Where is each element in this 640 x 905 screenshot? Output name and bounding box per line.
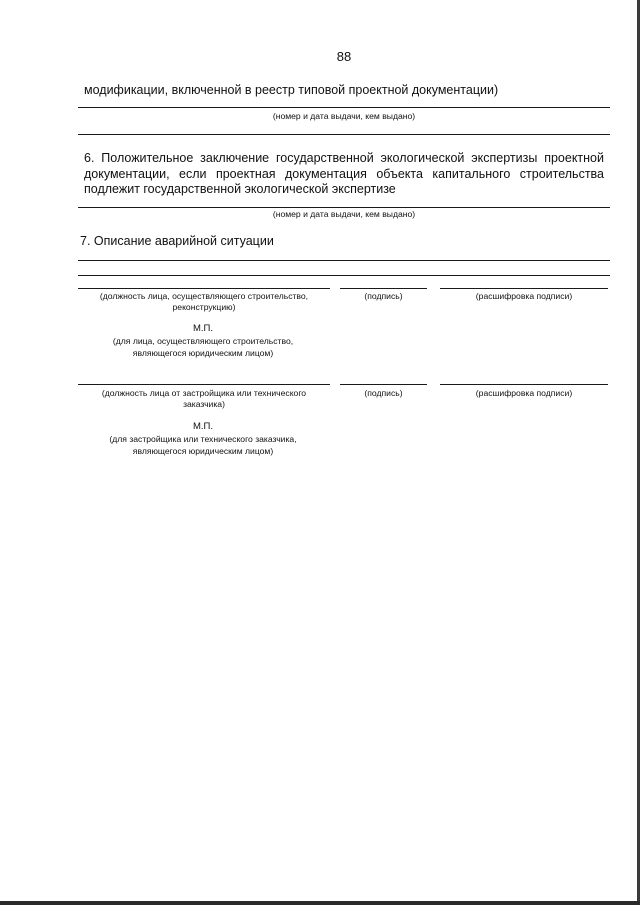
fill-line — [78, 260, 610, 261]
stamp-note-line-1: (для застройщика или технического заказчика, — [109, 434, 297, 444]
stamp-label: М.П. — [192, 421, 214, 432]
position-caption-line-2: реконструкцию) — [172, 302, 236, 312]
decoding-line — [440, 288, 608, 289]
signature-line — [340, 384, 427, 385]
stamp-note-line-2: являющегося юридическим лицом) — [132, 348, 274, 358]
fill-line — [78, 107, 610, 108]
position-caption-line-2: заказчика) — [183, 399, 225, 409]
signature-caption: (подпись) — [364, 388, 403, 398]
decoding-caption: (расшифровка подписи) — [475, 388, 573, 398]
stamp-note-line-2: являющегося юридическим лицом) — [132, 446, 274, 456]
issue-caption: (номер и дата выдачи, кем выдано) — [272, 111, 416, 121]
section6-line-2: документации, если проектная документация объекта капитального строительства — [84, 167, 604, 181]
position-caption-line-1: (должность лица, осуществляющего строительство, — [99, 291, 309, 301]
position-line — [78, 288, 330, 289]
section6-caption: (номер и дата выдачи, кем выдано) — [272, 209, 416, 219]
signature-line — [340, 288, 427, 289]
section7-title: 7. Описание аварийной ситуации — [80, 234, 274, 248]
page-number: 88 — [336, 49, 352, 64]
signature-caption: (подпись) — [364, 291, 403, 301]
continuation-text: модификации, включенной в реестр типовой проектной документации) — [84, 83, 499, 97]
stamp-note-line-1: (для лица, осуществляющего строительство, — [112, 336, 294, 346]
fill-line — [78, 207, 610, 208]
section6-line-3: подлежит государственной экологической экспертизе — [84, 182, 396, 196]
scan-edge-bottom — [0, 901, 640, 905]
fill-line — [78, 275, 610, 276]
position-caption-line-1: (должность лица от застройщика или технического — [101, 388, 307, 398]
position-line — [78, 384, 330, 385]
section6-line-1: 6. Положительное заключение государственной экологической экспертизы проектной — [84, 151, 604, 165]
fill-line — [78, 134, 610, 135]
stamp-label: М.П. — [192, 323, 214, 334]
decoding-line — [440, 384, 608, 385]
decoding-caption: (расшифровка подписи) — [475, 291, 573, 301]
